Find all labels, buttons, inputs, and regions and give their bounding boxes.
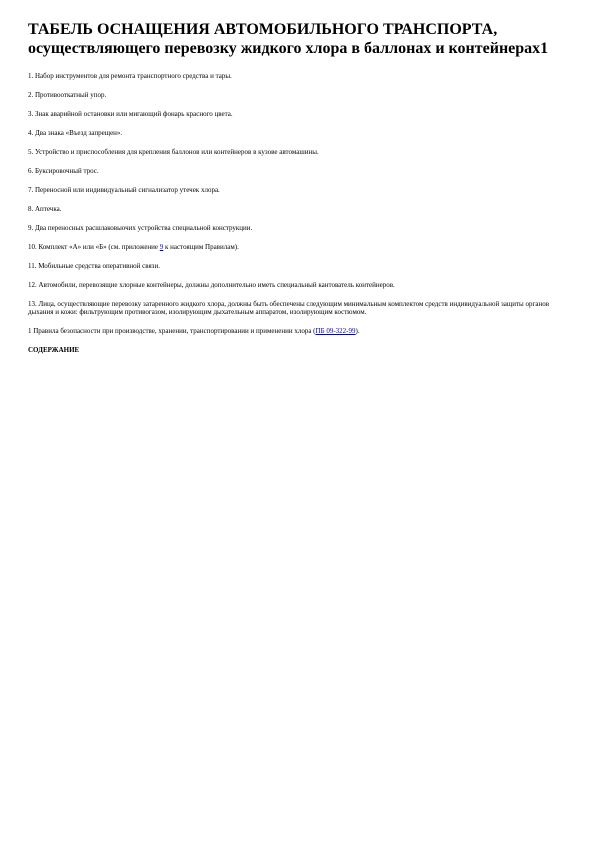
list-item: 3. Знак аварийной остановки или мигающий фонарь красного цвета. — [28, 110, 233, 118]
list-item: 1. Набор инструментов для ремонта транспортного средства и тары. — [28, 72, 232, 80]
document-page — [28, 20, 568, 361]
footnote-text: 1 Правила безопасности при производстве, хранении, транспортировании и применении хлора ( — [28, 327, 316, 335]
list-item: 7. Переносной или индивидуальный сигнализатор утечек хлора. — [28, 186, 220, 194]
list-item: 13. Лица, осуществляющие перевозку затаренного жидкого хлора, должны быть обеспечены следующим минимальным комплектом средств индивидуальной защиты органов дыхания и кожи: фильтрующим противогазом, изолирующим дыхательным аппаратом, изолирующим костюмом. — [28, 300, 550, 316]
footnote-text-end: ). — [355, 327, 360, 335]
list-item: 9. Два переносных расшлаковыочих устройства специальной конструкции. — [28, 224, 253, 232]
list-item: 2. Противооткатный упор. — [28, 91, 107, 99]
footnote — [28, 327, 568, 335]
contents-link[interactable]: СОДЕРЖАНИЕ — [28, 346, 80, 354]
list-item: 5. Устройство и приспособления для крепления баллонов или контейнеров в кузове автомашины. — [28, 148, 319, 156]
list-item: 8. Аптечка. — [28, 205, 62, 213]
list-item: 6. Буксировочный трос. — [28, 167, 99, 175]
appendix-link[interactable]: 9 — [159, 243, 164, 251]
list-item: 4. Два знака «Въезд запрещен». — [28, 129, 123, 137]
list-item: 12. Автомобили, перевозящие хлорные контейнеры, должны дополнительно иметь специальный кантователь контейнеров. — [28, 281, 395, 289]
list-item: 11. Мобильные средства оперативной связи. — [28, 262, 160, 270]
document-title: ТАБЕЛЬ ОСНАЩЕНИЯ АВТОМОБИЛЬНОГО ТРАНСПОРТА, осуществляющего перевозку жидкого хлора в баллонах и контейнерах1 — [28, 21, 549, 57]
item-10-text-end: к настоящим Правилам). — [163, 243, 239, 251]
rules-link[interactable]: ПБ 09-322-99 — [315, 327, 356, 335]
equipment-list — [28, 72, 568, 316]
item-10-text: 10. Комплект «А» или «Б» (см. приложение — [28, 243, 160, 251]
list-item-10 — [28, 243, 568, 251]
